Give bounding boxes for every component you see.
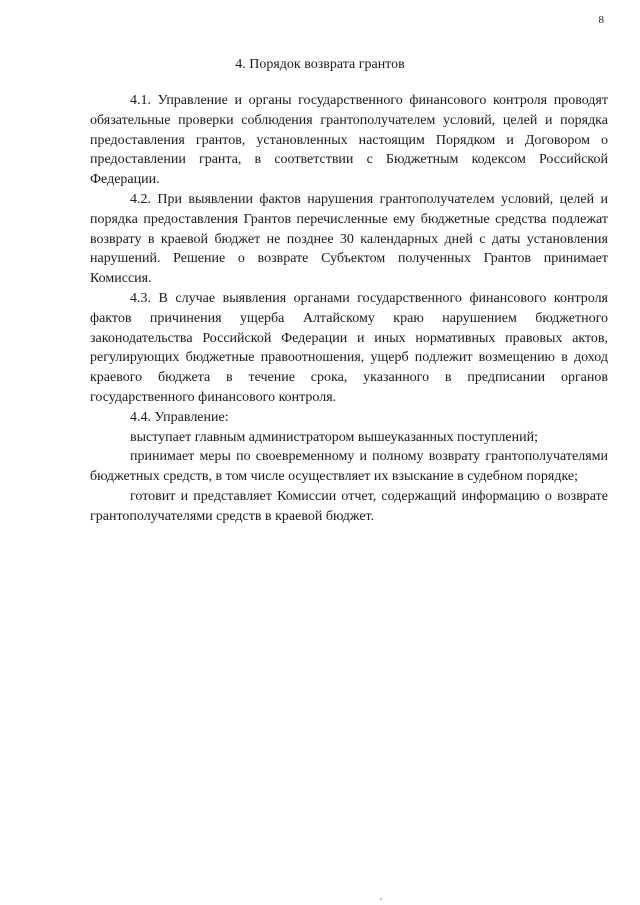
document-body [90, 91, 608, 527]
paragraph-4-4-heading: 4.4. Управление: [130, 409, 229, 425]
paragraph-4-3: 4.3. В случае выявления органами государственного финансового контроля фактов причинения ущерба Алтайскому краю нарушением бюджетного законодательства Российской Федерации и иных нормативных правовых актов, регулирующих бюджетные правоотношения, ущерб подлежит возмещению в доход краевого бюджета в течение срока, указанного в предписании органов государственного финансового контроля. [90, 290, 608, 405]
paragraph-4-4-item-1: выступает главным администратором вышеуказанных поступлений; [130, 429, 539, 445]
paragraph-4-4-item-2: принимает меры по своевременному и полному возврату грантополучателями бюджетных средств, в том числе осуществляет их взыскание в судебном порядке; [90, 449, 608, 485]
scan-artifact [380, 898, 382, 900]
section-title: 4. Порядок возврата грантов [235, 57, 405, 72]
page-number: 8 [598, 14, 604, 26]
paragraph-4-1: 4.1. Управление и органы государственного финансового контроля проводят обязательные проверки соблюдения грантополучателем условий, целей и порядка предоставления грантов, установленных настоящим Порядком и Договором о предоставлении гранта, в соответствии с Бюджетным кодексом Российской Федерации. [90, 93, 608, 188]
paragraph-4-2: 4.2. При выявлении фактов нарушения грантополучателем условий, целей и порядка предоставления Грантов перечисленные ему бюджетные средства подлежат возврату в краевой бюджет не позднее 30 календарных дней с даты установления нарушений. Решение о возврате Субъектом полученных Грантов принимает Комиссия. [90, 191, 608, 287]
paragraph-4-4-item-3: готовит и представляет Комиссии отчет, содержащий информацию о возврате грантополучателями средств в краевой бюджет. [90, 488, 608, 524]
